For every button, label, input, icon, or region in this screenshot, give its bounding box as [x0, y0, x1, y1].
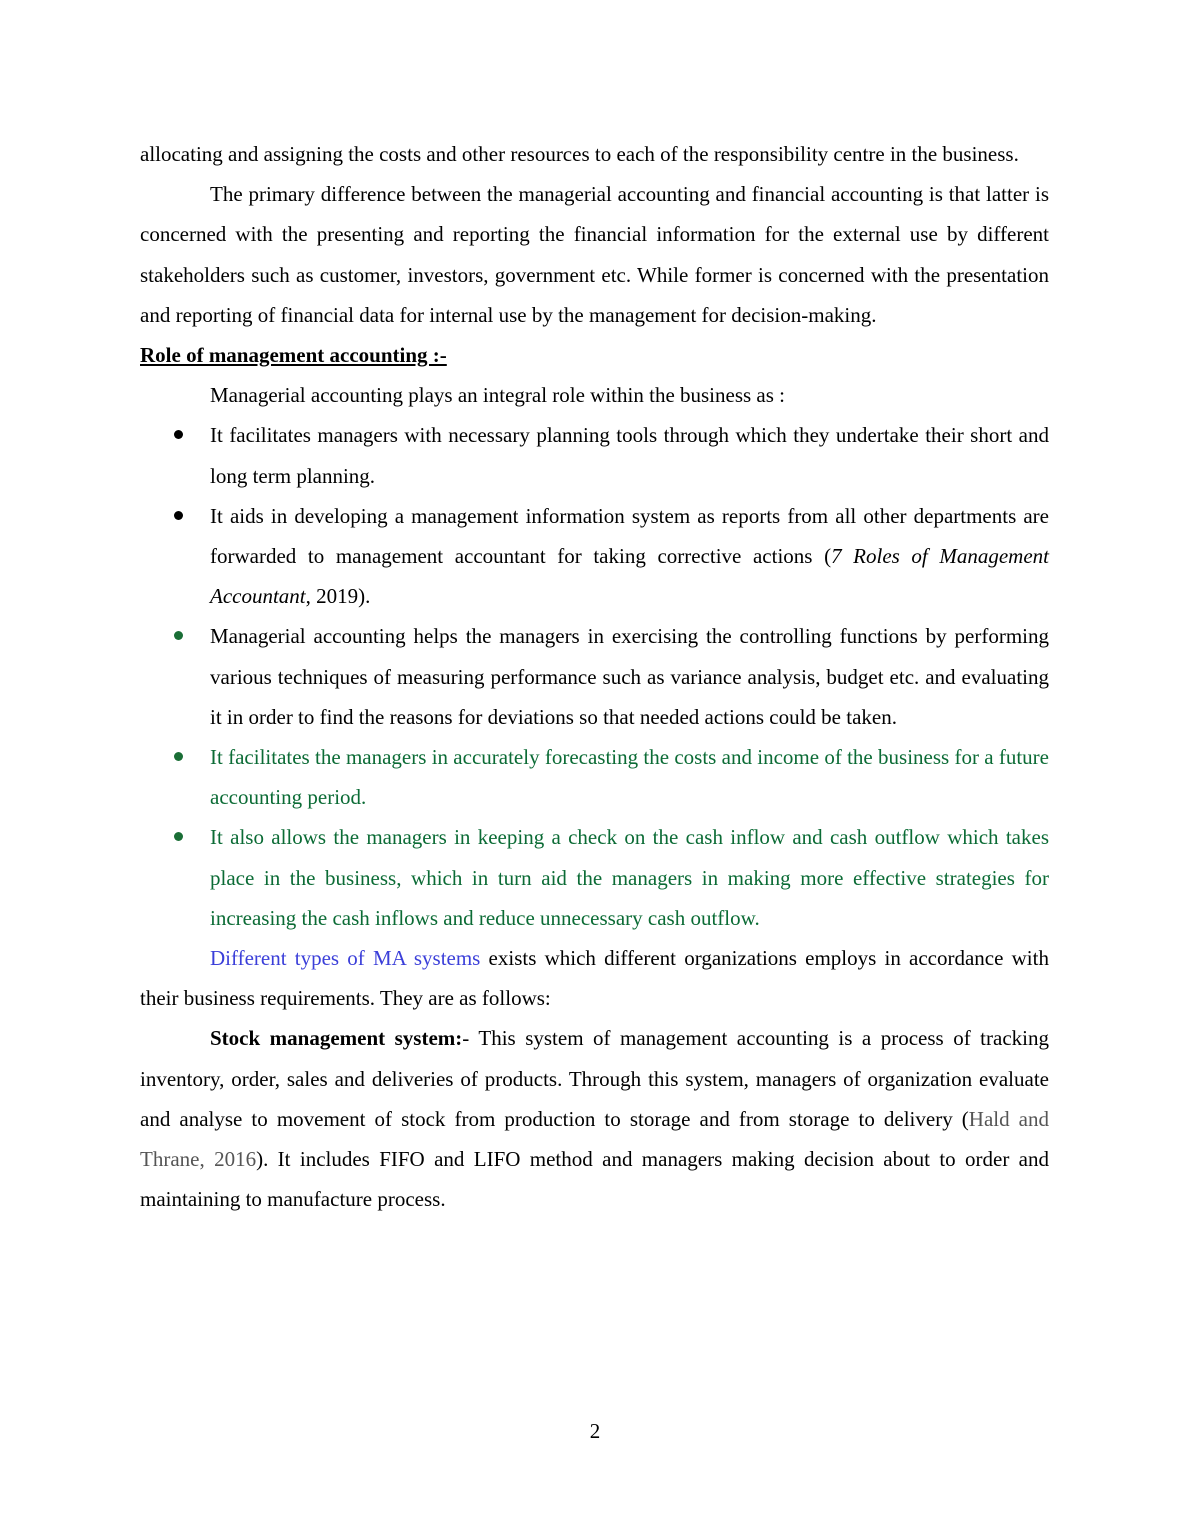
list-item-text: It facilitates managers with necessary planning tools through which they undertake their short and long term planning. — [210, 423, 1049, 488]
bullet-icon — [174, 511, 183, 520]
paragraph-difference: The primary difference between the managerial accounting and financial accounting is that latter is concerned with the presenting and reporting the financial information for the external use by different stakeholders such as customer, investors, government etc. While former is concerned with the presentation and reporting of financial data for internal use by the management for decision-making. — [140, 182, 1049, 327]
bullet-icon — [174, 631, 183, 640]
paragraph-stock-management — [140, 1018, 1049, 1219]
bullet-icon — [174, 430, 183, 439]
stock-text-part2: ). It includes FIFO and LIFO method and managers making decision about to order and maintaining to manufacture process. — [140, 1147, 1050, 1212]
stock-citation: Hald and Thrane, 2016 — [140, 1106, 1049, 1172]
role-bullet-list — [140, 415, 1049, 938]
list-item — [140, 616, 1049, 737]
list-item-text: It facilitates the managers in accurately forecasting the costs and income of the business for a future accounting period. — [210, 745, 1049, 810]
list-item — [140, 496, 1049, 617]
role-intro: Managerial accounting plays an integral role within the business as : — [210, 383, 786, 408]
ma-systems-link[interactable]: Different types of MA systems — [210, 946, 481, 971]
document-page — [140, 134, 1049, 1219]
bullet-icon — [174, 832, 183, 841]
bullet-icon — [174, 752, 183, 761]
page-number: 2 — [589, 1419, 601, 1443]
paragraph-continuation: allocating and assigning the costs and other resources to each of the responsibility centre in the business. — [140, 142, 1019, 166]
citation-title: 7 Roles of Management Accountant — [210, 544, 1049, 609]
list-item-text: It aids in developing a management information system as reports from all other departments are forwarded to management accountant for taking corrective actions ( — [210, 503, 1049, 569]
list-item — [140, 415, 1049, 495]
paragraph-types — [140, 938, 1049, 1018]
stock-management-term: Stock management system: — [210, 1026, 463, 1051]
citation-year: , 2019). — [305, 584, 371, 609]
types-text: exists which different organizations employs in accordance with their business requirements. They are as follows: — [140, 946, 1049, 1011]
list-item-text: Managerial accounting helps the managers in exercising the controlling functions by performing various techniques of measuring performance such as variance analysis, budget etc. and evaluating it in order to find the reasons for deviations so that needed actions could be taken. — [210, 624, 1049, 729]
section-heading-role: Role of management accounting :- — [140, 343, 447, 368]
list-item-text: It also allows the managers in keeping a check on the cash inflow and cash outflow which takes place in the business, which in turn aid the managers in making more effective strategies for increasing the cash inflows and reduce unnecessary cash outflow. — [210, 825, 1049, 930]
list-item — [140, 737, 1049, 817]
list-item — [140, 817, 1049, 938]
stock-text-part1: - This system of management accounting is a process of tracking inventory, order, sales and deliveries of products. Through this system, managers of organization evaluate and analyse to movement of stock from production to storage and from storage to delivery ( — [140, 1026, 1049, 1131]
